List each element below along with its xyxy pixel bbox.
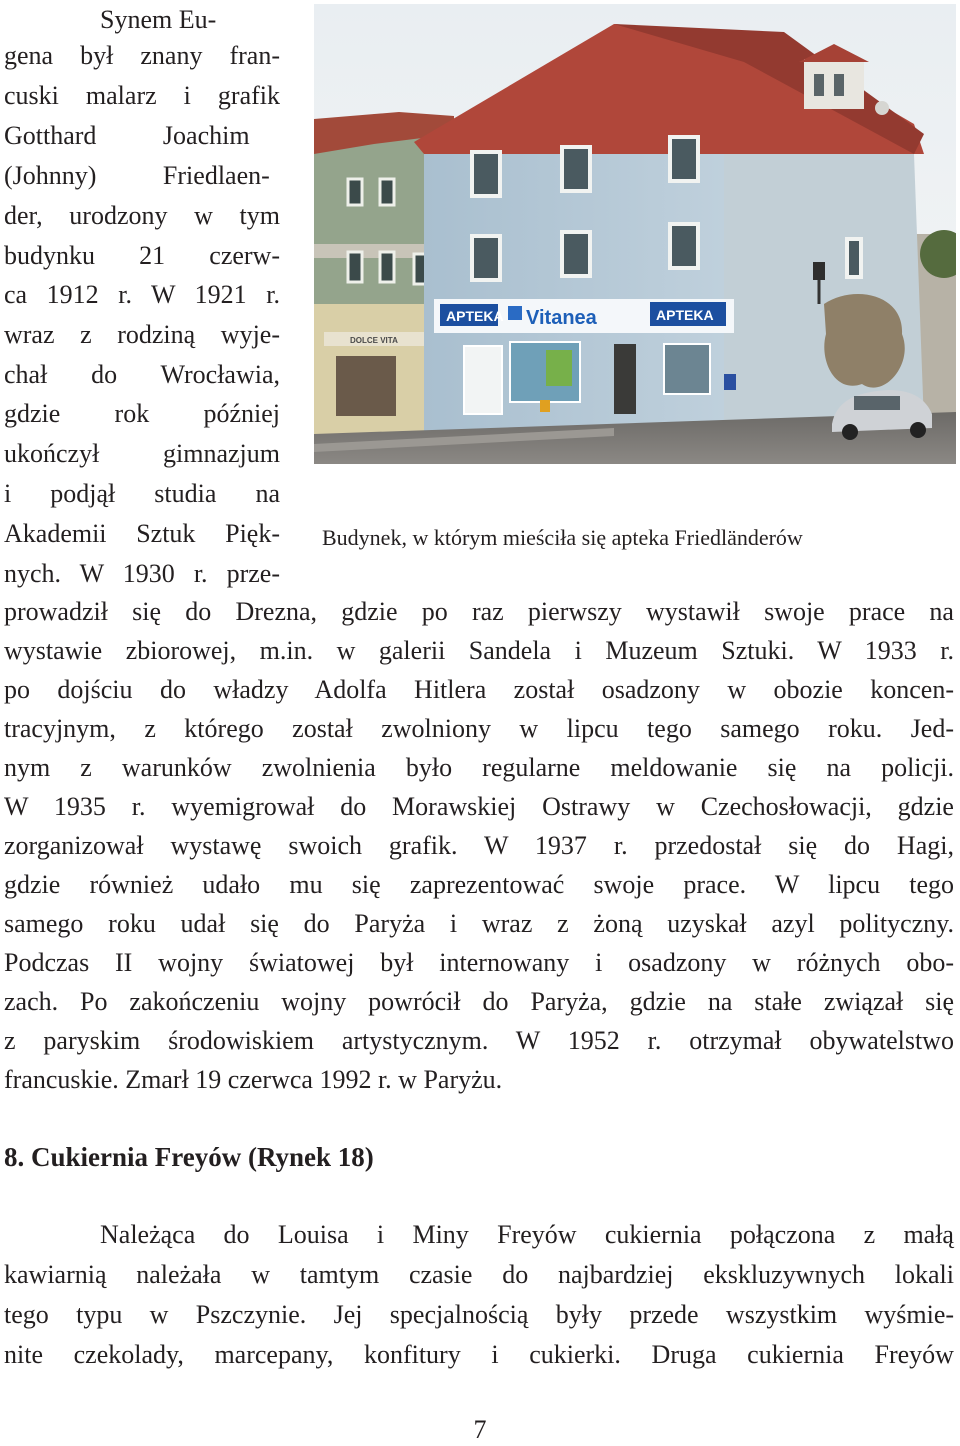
body-line: zach. Po zakończeniu wojny powrócił do Paryża, gdzie na stałe związał się [4,987,955,1016]
section-line: Należąca do Louisa i Miny Freyów cukiernia połączona z małą [100,1220,954,1249]
body-line: gdzie również udało mu się zaprezentować swoje prace. W lipcu tego [4,870,955,899]
wrap-line: nych. W 1930 r. prze- [4,559,281,588]
vitanea-sign: Vitanea [526,307,597,329]
wrap-line: Synem Eu- [100,5,217,34]
body-line: zorganizował wystawę swoich grafik. W 1937 r. przedostał się do Hagi, [4,831,954,860]
wrap-line: ukończył gimnazjum [4,439,280,468]
wrap-line: gdzie rok później [4,399,280,428]
neighbor-shop-sign: DOLCE VITA [350,336,398,345]
wrap-line: wraz z rodziną wyje- [4,320,280,349]
body-line: z paryskim środowiskiem artystycznym. W 1952 r. otrzymał obywatelstwo [4,1026,954,1055]
body-line: prowadził się do Drezna, gdzie po raz pierwszy wystawił swoje prace na [4,597,954,626]
section-heading: 8. Cukiernia Freyów (Rynek 18) [4,1142,374,1172]
apteka-sign-right: APTEKA [656,307,714,323]
body-line: samego roku udał się do Paryża i wraz z żoną uzyskał azyl polityczny. [4,909,954,938]
section-line: kawiarnią należała w tamtym czasie do najbardziej ekskluzywnych lokali [4,1260,954,1289]
body-line: Podczas II wojny światowej był internowany i osadzony w różnych obo- [4,948,955,977]
body-line: francuskie. Zmarł 19 czerwca 1992 r. w Paryżu. [4,1065,503,1094]
body-line: tracyjnym, z którego został zwolniony w lipcu tego samego roku. Jed- [4,714,955,743]
body-line: nym z warunków zwolnienia było regularne meldowanie się na policji. [4,753,955,782]
photo-caption: Budynek, w którym mieściła się apteka Friedländerów [322,525,803,550]
wrap-line: cuski malarz i grafik [4,81,281,110]
body-line: W 1935 r. wyemigrował do Morawskiej Ostrawy w Czechosłowacji, gdzie [4,792,954,821]
wrap-line: Gotthard Joachim [4,121,250,150]
section-line: tego typu w Pszczynie. Jej specjalnością były przede wszystkim wyśmie- [4,1300,955,1329]
wrap-line: Akademii Sztuk Pięk- [4,519,280,548]
wrap-line: chał do Wrocławia, [4,360,280,389]
wrap-line: ca 1912 r. W 1921 r. [4,280,280,309]
page-number: 7 [473,1415,487,1444]
section-line: nite czekolady, marcepany, konfitury i cukierki. Druga cukiernia Freyów [4,1340,954,1369]
wrap-line: (Johnny) Friedlaen- [4,161,270,190]
wrap-line: gena był znany fran- [4,41,280,70]
building-photo [314,4,956,464]
apteka-sign-left: APTEKA [446,308,504,324]
wrap-line: der, urodzony w tym [4,201,280,230]
body-line: po dojściu do władzy Adolfa Hitlera został osadzony w obozie koncen- [4,675,954,704]
wrap-line: budynku 21 czerw- [4,241,280,270]
body-line: wystawie zbiorowej, m.in. w galerii Sandela i Muzeum Sztuki. W 1933 r. [4,636,955,665]
wrap-line: i podjął studia na [4,479,281,508]
